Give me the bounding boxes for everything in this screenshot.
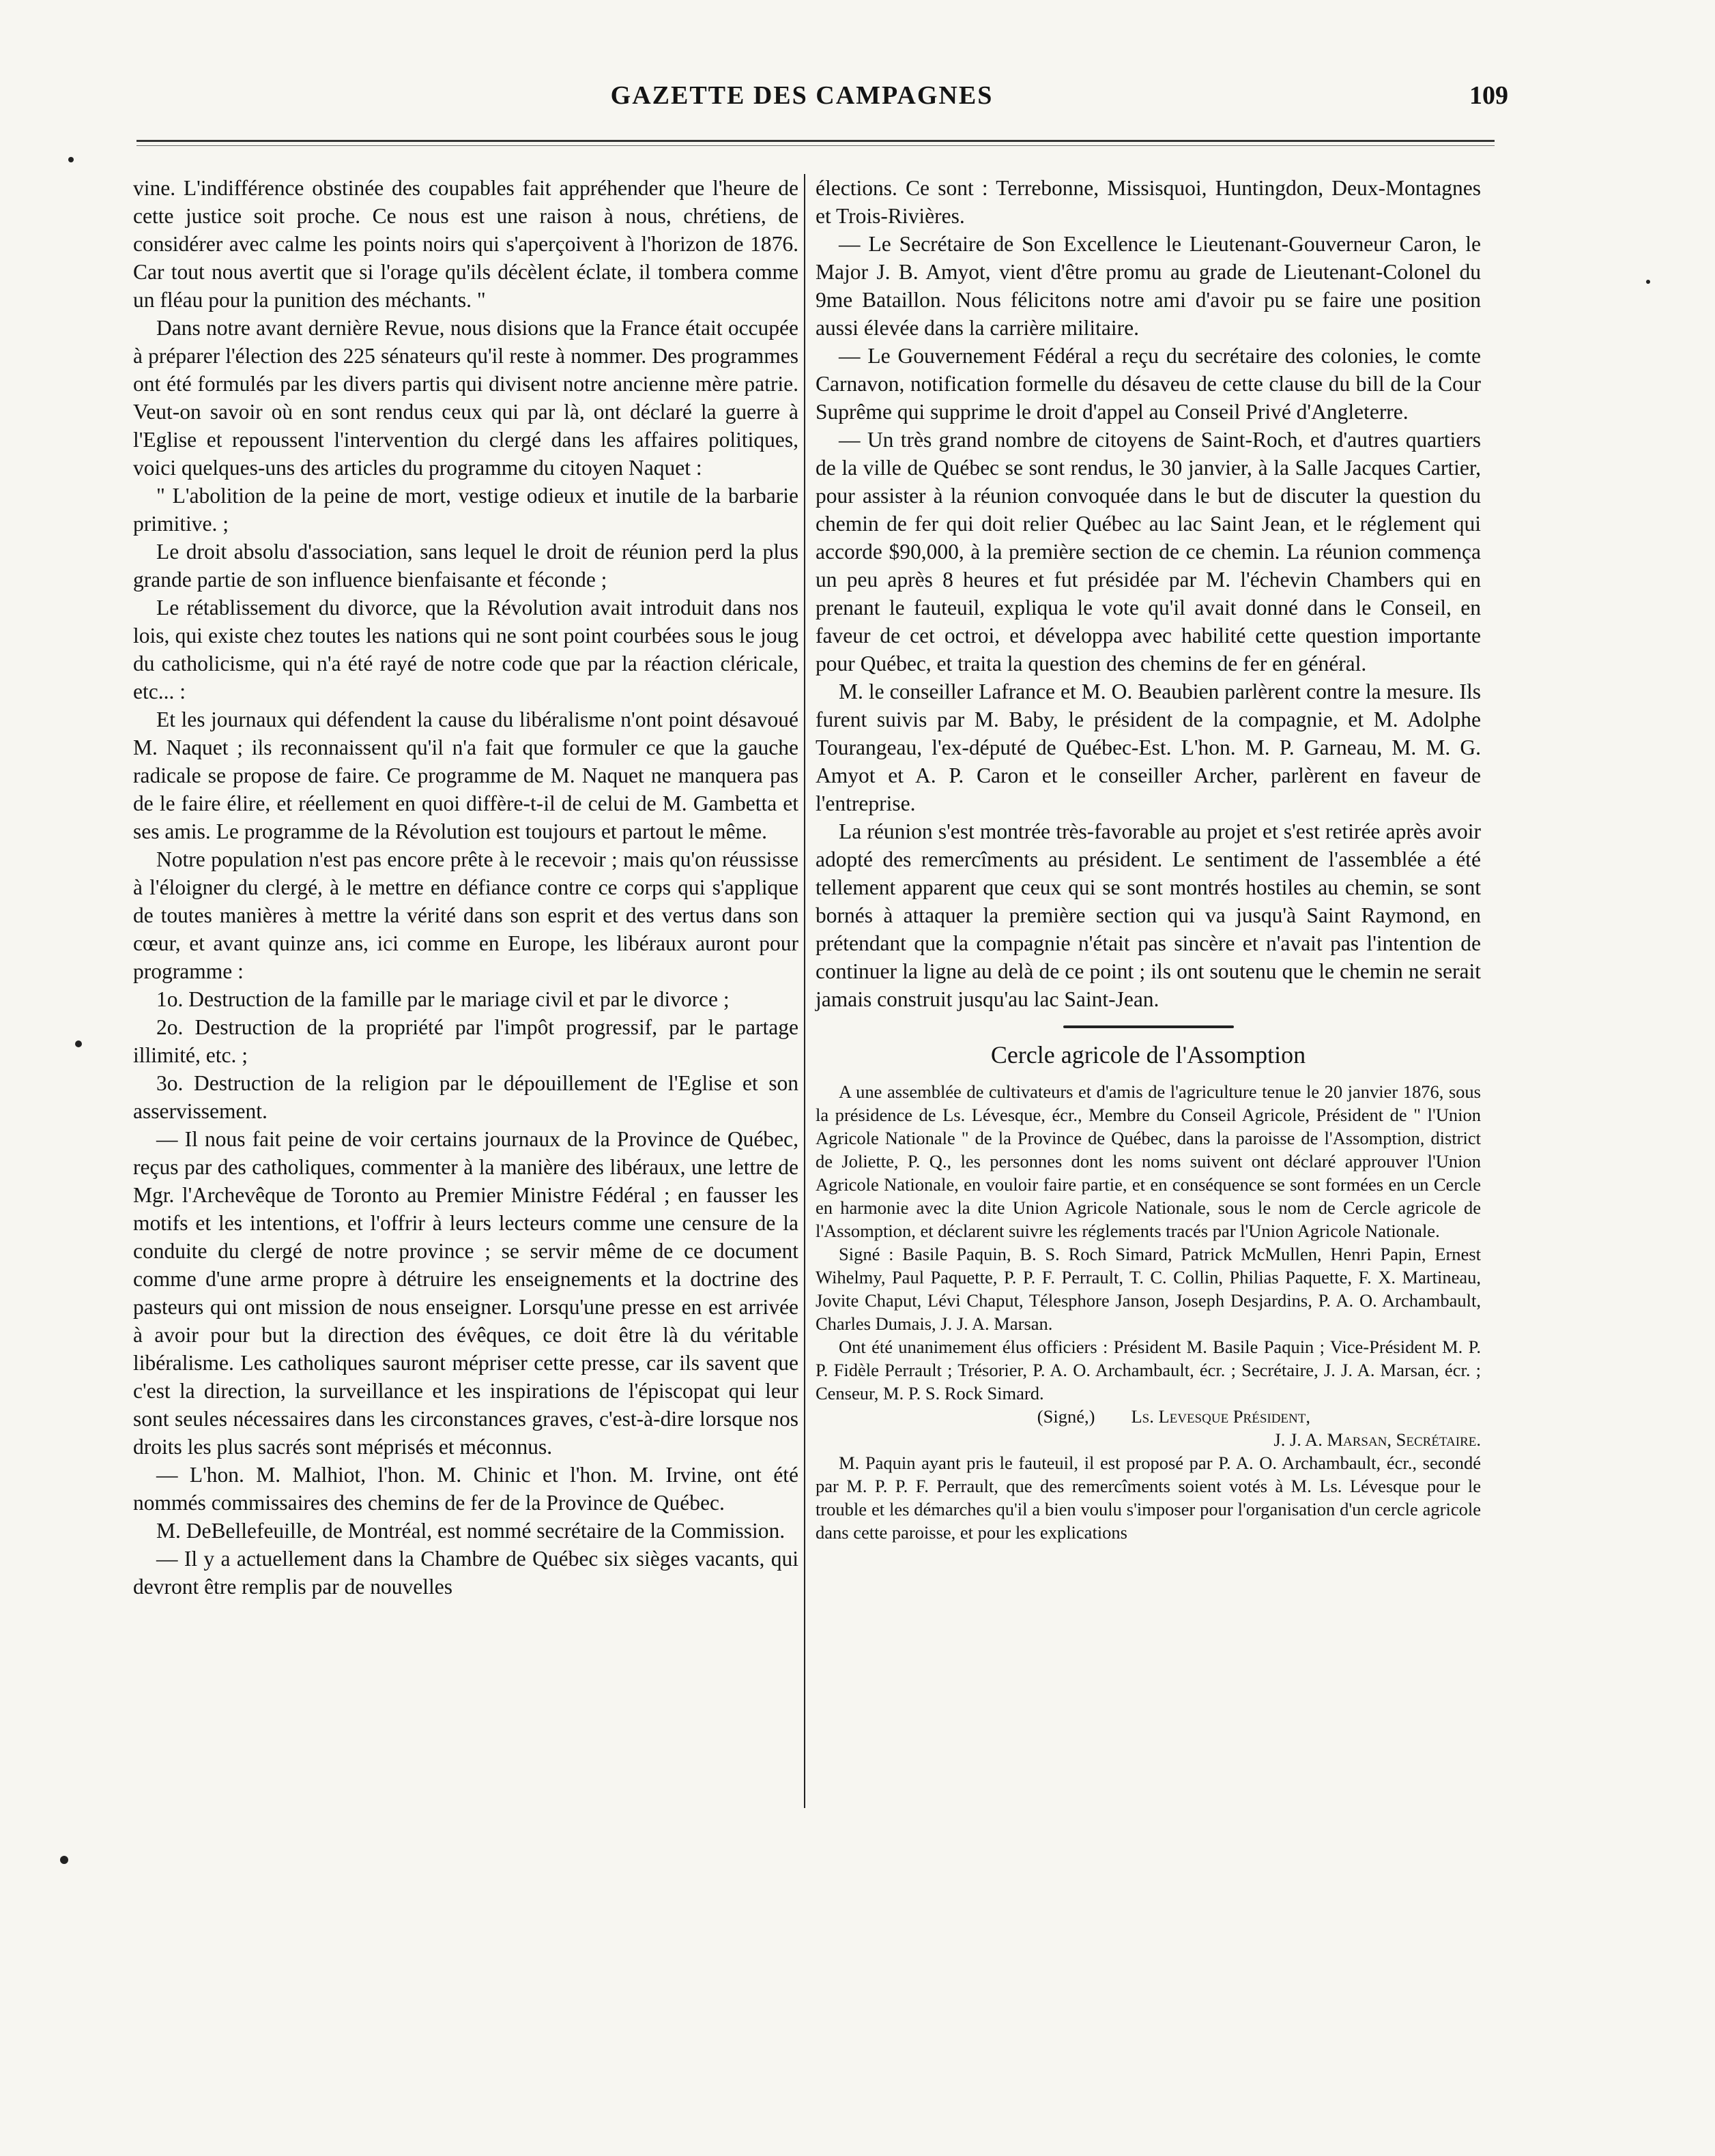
paragraph: M. Paquin ayant pris le fauteuil, il est proposé par P. A. O. Archambault, écr., secondé par M. P. P. F. Perrault, que des remercîments soient votés à M. Ls. Lévesque pour le trouble et les démarches qu'il a bien voulu s'imposer pour l'organisation d'un cercle agricole dans cette paroisse, et pour les explications: [816, 1453, 1481, 1543]
masthead: [102, 81, 1508, 121]
paragraph: Et les journaux qui défendent la cause du libéralisme n'ont point désavoué M. Naquet ; ils reconnaissent qu'il n'a fait que formuler ce que la gauche radicale se propose de faire. Ce programme de M. Naquet ne manquera pas de le faire élire, et réellement en quoi diffère-t-il de celui de M. Gambetta et ses amis. Le programme de la Révolution est toujours et partout le même.: [133, 708, 798, 843]
left-column: [133, 174, 798, 1601]
paragraph: — Le Secrétaire de Son Excellence le Lieutenant-Gouverneur Caron, le Major J. B. Amyot, vient d'être promu au grade de Lieutenant-Colonel du 9me Bataillon. Nous félicitons notre ami d'avoir pu se faire une position aussi élevée dans la carrière militaire.: [816, 232, 1481, 340]
paragraph: Dans notre avant dernière Revue, nous disions que la France était occupée à préparer l'élection des 225 sénateurs qu'il reste à nommer. Des programmes ont été formulés par les divers partis qui divisent notre ancienne mère patrie. Veut-on savoir où en sont rendus ceux qui par là, ont déclaré la guerre à l'Eglise et repoussent l'intervention du clergé dans les affaires politiques, voici quelques-uns des articles du programme du citoyen Naquet :: [133, 316, 798, 480]
paragraph: A une assemblée de cultivateurs et d'amis de l'agriculture tenue le 20 janvier 1876, sous la présidence de Ls. Lévesque, écr., Membre du Conseil Agricole, Président de " l'Union Agricole Nationale " de la Province de Québec, dans la paroisse de l'Assomption, district de Joliette, P. Q., les personnes dont les noms suivent ont déclaré approuver l'Union Agricole Nationale, en vouloir faire partie, et en conséquence se sont formées en un Cercle en harmonie avec la dite Union Agricole Nationale, sous le nom de Cercle agricole de l'Assomption, et déclarent suivre les réglements tracés par l'Union Agricole Nationale.: [816, 1081, 1481, 1241]
paragraph: — L'hon. M. Malhiot, l'hon. M. Chinic et l'hon. M. Irvine, ont été nommés commissaires des chemins de fer de la Province de Québec.: [133, 1463, 798, 1515]
paragraph: — Il nous fait peine de voir certains journaux de la Province de Québec, reçus par des catholiques, commenter à la manière des libéraux, une lettre de Mgr. l'Archevêque de Toronto au Premier Ministre Fédéral ; en fausser les motifs et les intentions, et l'offrir à leurs lecteurs comme une censure de la conduite du clergé de notre province ; se servir même de ce document comme d'une arme propre à détruire les enseignements et la doctrine des pasteurs qui ont mission de nous enseigner. Lorsqu'une presse en est arrivée à avoir pour but la direction des évêques, ce doit être là du véritable libéralisme. Les catholiques sauront mépriser cette presse, car ils savent que c'est la direction, la surveillance et les inspirations de l'épiscopat qui leur sont seules nécessaires dans les circonstances graves, c'est-à-dire lorsque nos droits les plus sacrés sont méprisés et méconnus.: [133, 1127, 798, 1459]
print-speck: [68, 157, 74, 162]
signature-label: (Signé,) Ls. Levesque Président,: [1037, 1406, 1310, 1427]
print-speck: [1646, 280, 1650, 284]
section-rule: [1063, 1025, 1234, 1028]
print-speck: [60, 1856, 68, 1864]
print-speck: [75, 1040, 82, 1047]
paragraph: La réunion s'est montrée très-favorable au projet et s'est retirée après avoir adopté des remercîments au président. Le sentiment de l'assemblée a été tellement apparent que ceux qui se sont montrés hostiles au chemin, se sont bornés à attaquer la première section qui va jusqu'à Saint Raymond, en prétendant que la compagnie n'était pas sincère et n'avait pas l'intention de continuer la ligne au delà de ce point ; ils ont soutenu que le chemin ne serait jamais construit jusqu'au lac Saint-Jean.: [816, 819, 1481, 1011]
paragraph: M. DeBellefeuille, de Montréal, est nommé secrétaire de la Commission.: [156, 1519, 786, 1543]
masthead-title: GAZETTE DES CAMPAGNES: [610, 81, 994, 110]
paragraph: " L'abolition de la peine de mort, vestige odieux et inutile de la barbarie primitive. ;: [133, 484, 798, 536]
paragraph: élections. Ce sont : Terrebonne, Missisquoi, Huntingdon, Deux-Montagnes et Trois-Rivières.: [816, 176, 1481, 228]
signature-secretary: J. J. A. Marsan, Secrétaire.: [1273, 1429, 1481, 1450]
section-body: [816, 1080, 1481, 1544]
paragraph: — Le Gouvernement Fédéral a reçu du secrétaire des colonies, le comte Carnavon, notification formelle du désaveu de cette clause du bill de la Cour Suprême qui supprime le droit d'appel au Conseil Privé d'Angleterre.: [816, 344, 1481, 424]
right-column: [816, 174, 1481, 1544]
paragraph: — Il y a actuellement dans la Chambre de Québec six sièges vacants, qui devront être remplis par de nouvelles: [133, 1547, 798, 1599]
header-rule-thin: [136, 145, 1495, 146]
paragraph: 1o. Destruction de la famille par le mariage civil et par le divorce ;: [156, 987, 730, 1011]
paragraph: Le rétablissement du divorce, que la Révolution avait introduit dans nos lois, qui existe chez toutes les nations qui ne sont point courbées sous le joug du catholicisme, qui n'a été rayé de notre code que par la réaction cléricale, etc... :: [133, 596, 798, 703]
section-title: Cercle agricole de l'Assomption: [990, 1041, 1306, 1068]
paragraph: — Un très grand nombre de citoyens de Saint-Roch, et d'autres quartiers de la ville de Québec se sont rendus, le 30 janvier, à la Salle Jacques Cartier, pour assister à la réunion convoquée dans le but de discuter la question du chemin de fer qui doit relier Québec au lac Saint Jean, et le réglement qui accorde $90,000, à la première section de ce chemin. La réunion commença un peu après 8 heures et fut présidée par M. l'échevin Chambers qui en prenant le fauteuil, expliqua le vote qu'il avait donné dans le Conseil, en faveur de cet octroi, et développa avec habilité cette question importante pour Québec, et traita la question des chemins de fer en général.: [816, 428, 1481, 675]
paragraph: Signé : Basile Paquin, B. S. Roch Simard, Patrick McMullen, Henri Papin, Ernest Wihelmy, Paul Paquette, P. P. F. Perrault, T. C. Collin, Philias Paquette, F. X. Martineau, Jovite Chaput, Lévi Chaput, Télesphore Janson, Joseph Desjardins, P. A. O. Archambault, Charles Dumais, J. J. A. Marsan.: [816, 1244, 1481, 1334]
paragraph: vine. L'indifférence obstinée des coupables fait appréhender que l'heure de cette justice soit proche. Ce nous est une raison à nous, chrétiens, de considérer avec calme les points noirs qui s'aperçoivent à l'horizon de 1876. Car tout nous avertit que si l'orage qu'ils décèlent éclate, il tombera comme un fléau pour la punition des méchants. ": [133, 176, 798, 312]
column-divider: [804, 174, 805, 1808]
signature-president: Ls. Levesque Président,: [1131, 1406, 1310, 1427]
paragraph: Notre population n'est pas encore prête à le recevoir ; mais qu'on réussisse à l'éloigner du clergé, à le mettre en défiance contre ce corps qui s'applique de toutes manières à mettre la vérité dans son esprit et des vertus dans son cœur, et avant quinze ans, ici comme en Europe, les libéraux auront pour programme :: [133, 847, 798, 983]
header-rule: [136, 140, 1495, 142]
paragraph: 2o. Destruction de la propriété par l'impôt progressif, par le partage illimité, etc. ;: [133, 1015, 798, 1067]
paragraph: Le droit absolu d'association, sans lequel le droit de réunion perd la plus grande partie de son influence bienfaisante et féconde ;: [133, 540, 798, 592]
paragraph: M. le conseiller Lafrance et M. O. Beaubien parlèrent contre la mesure. Ils furent suivis par M. Baby, le président de la compagnie, et M. Adolphe Tourangeau, l'ex-député de Québec-Est. L'hon. M. P. Garneau, M. M. G. Amyot et A. P. Caron et le conseiller Archer, parlèrent en faveur de l'entreprise.: [816, 680, 1481, 815]
page-number: 109: [1469, 81, 1508, 110]
paragraph: Ont été unanimement élus officiers : Président M. Basile Paquin ; Vice-Président M. P. P. Fidèle Perrault ; Trésorier, P. A. O. Archambault, écr. ; Secrétaire, J. J. A. Marsan, écr. ; Censeur, M. P. S. Rock Simard.: [816, 1337, 1481, 1403]
paragraph: 3o. Destruction de la religion par le dépouillement de l'Eglise et son asservissement.: [133, 1071, 798, 1123]
